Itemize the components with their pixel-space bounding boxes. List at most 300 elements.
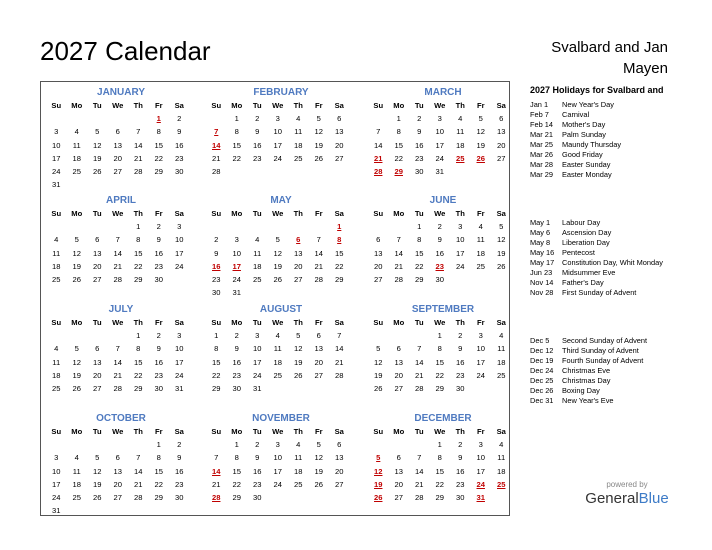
day-cell: 17 [52,479,61,489]
weekday-header: Fr [154,318,163,327]
holiday-row [530,100,690,110]
weekday-header: Su [211,209,222,218]
month-july [43,303,199,395]
empty-cell [368,112,389,125]
empty-cell [247,220,268,233]
day-cell: 25 [72,166,81,176]
weekday-header: Th [293,209,303,218]
holiday-name: Christmas Day [562,376,611,385]
holiday-row [530,278,690,288]
day-cell: 22 [212,370,221,380]
day-cell: 21 [212,153,221,163]
holiday-day-cell: 25 [456,153,465,163]
holiday-day-cell: 21 [374,153,383,163]
day-cell: 10 [175,235,184,245]
weekday-header: We [112,318,124,327]
day-cell: 29 [212,383,221,393]
weekday-header: Th [133,101,143,110]
day-cell: 22 [415,261,424,271]
day-grid [46,207,199,286]
day-cell: 6 [396,453,401,463]
day-cell: 9 [437,235,442,245]
day-cell: 9 [458,453,463,463]
day-cell: 22 [134,370,143,380]
day-cell: 11 [52,357,61,367]
day-cell: 23 [154,370,163,380]
weekday-header: We [434,318,446,327]
day-cell: 9 [156,344,161,354]
weekday-header: Fr [154,101,163,110]
holiday-name: Pentecost [562,248,595,257]
day-cell: 16 [175,140,184,150]
weekday-header: We [272,318,284,327]
day-cell: 16 [456,357,465,367]
empty-cell [46,112,67,125]
empty-cell [46,329,67,342]
day-cell: 19 [72,370,81,380]
day-cell: 18 [72,479,81,489]
day-cell: 19 [314,466,323,476]
holiday-name: Midsummer Eve [562,268,616,277]
day-cell: 30 [253,492,262,502]
empty-cell [67,112,88,125]
day-cell: 5 [316,440,321,450]
day-cell: 12 [476,127,485,137]
empty-cell [368,220,389,233]
day-cell: 30 [212,288,221,298]
empty-cell [108,112,129,125]
day-cell: 23 [456,479,465,489]
holiday-date: Mar 21 [530,130,554,139]
holiday-date: Dec 26 [530,386,554,395]
day-cell: 24 [456,261,465,271]
day-cell: 9 [417,127,422,137]
day-cell: 2 [156,331,161,341]
day-grid [206,99,359,178]
holiday-date: Dec 19 [530,356,554,365]
weekday-header: Sa [334,427,344,436]
day-cell: 12 [314,453,323,463]
day-cell: 17 [175,248,184,258]
day-cell: 13 [394,466,403,476]
day-cell: 7 [396,235,401,245]
day-cell: 18 [294,466,303,476]
day-cell: 2 [458,440,463,450]
day-grid [46,316,199,395]
weekday-header: Sa [334,101,344,110]
day-cell: 26 [72,383,81,393]
day-cell: 28 [113,383,122,393]
day-cell: 12 [93,466,102,476]
holiday-row [530,160,690,170]
holiday-date: Mar 26 [530,150,554,159]
day-cell: 15 [435,466,444,476]
month-name: FEBRUARY [253,87,309,98]
day-cell: 27 [394,492,403,502]
day-cell: 17 [253,357,262,367]
day-cell: 29 [134,274,143,284]
day-cell: 25 [52,274,61,284]
day-cell: 19 [476,140,485,150]
holiday-day-cell: 26 [476,153,485,163]
weekday-header: Mo [393,101,405,110]
holiday-day-cell: 1 [156,114,161,124]
weekday-header: Mo [393,209,405,218]
day-cell: 28 [134,492,143,502]
empty-cell [206,220,227,233]
day-cell: 25 [294,153,303,163]
day-cell: 7 [214,453,219,463]
day-cell: 8 [437,344,442,354]
empty-cell [108,220,129,233]
holiday-day-cell: 24 [476,479,485,489]
holiday-date: Dec 5 [530,336,550,345]
weekday-header: Th [293,427,303,436]
holiday-date: Mar 28 [530,160,554,169]
day-cell: 28 [212,166,221,176]
day-cell: 14 [415,357,424,367]
day-cell: 14 [314,248,323,258]
weekday-header: Tu [92,209,102,218]
holiday-name: Carnival [562,110,590,119]
holiday-date: Jun 23 [530,268,553,277]
weekday-header: Tu [92,427,102,436]
day-cell: 18 [273,357,282,367]
day-cell: 14 [134,466,143,476]
holiday-name: Labour Day [562,218,601,227]
day-cell: 7 [417,453,422,463]
day-cell: 11 [72,140,81,150]
day-cell: 7 [136,453,141,463]
holiday-row [530,248,690,258]
day-cell: 1 [234,114,239,124]
holiday-row [530,366,690,376]
empty-cell [67,220,88,233]
month-march [365,86,521,178]
day-cell: 16 [415,140,424,150]
day-cell: 2 [177,114,182,124]
weekday-header: Sa [174,209,184,218]
month-name: JULY [108,304,134,315]
day-cell: 29 [415,274,424,284]
empty-cell [227,220,248,233]
holiday-day-cell: 6 [296,235,301,245]
day-cell: 25 [52,383,61,393]
day-grid [206,425,359,504]
holiday-date: Dec 12 [530,346,554,355]
day-cell: 21 [134,153,143,163]
day-cell: 4 [54,344,59,354]
day-cell: 27 [335,479,344,489]
weekday-header: Su [373,427,384,436]
day-cell: 11 [52,248,61,258]
day-cell: 20 [394,479,403,489]
day-cell: 26 [374,383,383,393]
day-cell: 8 [234,127,239,137]
holiday-name: Liberation Day [562,238,610,247]
day-cell: 12 [294,344,303,354]
holiday-date: Mar 29 [530,170,554,179]
weekday-header: We [272,427,284,436]
day-cell: 3 [275,440,280,450]
weekday-header: Sa [174,427,184,436]
day-cell: 26 [93,166,102,176]
day-cell: 31 [232,288,241,298]
day-cell: 30 [456,492,465,502]
day-cell: 31 [253,383,262,393]
weekday-header: Mo [231,318,243,327]
day-cell: 29 [154,166,163,176]
month-june [365,194,521,286]
holiday-row [530,150,690,160]
day-cell: 7 [115,235,120,245]
day-cell: 5 [499,222,504,232]
weekday-header: Tu [92,101,102,110]
day-grid [368,99,521,178]
holiday-name: Ascension Day [562,228,612,237]
day-cell: 26 [294,370,303,380]
day-cell: 24 [273,153,282,163]
holiday-day-cell: 16 [212,261,221,271]
day-cell: 17 [273,466,282,476]
day-cell: 2 [417,114,422,124]
day-cell: 23 [253,153,262,163]
day-cell: 10 [273,453,282,463]
month-name: MARCH [424,87,462,98]
day-cell: 4 [255,235,260,245]
holiday-date: May 8 [530,238,551,247]
day-cell: 7 [417,344,422,354]
weekday-header: Su [373,101,384,110]
weekday-header: Tu [252,318,262,327]
month-april [43,194,199,286]
day-cell: 4 [54,235,59,245]
weekday-header: Th [455,318,465,327]
weekday-header: Su [51,209,62,218]
holiday-row [530,258,690,268]
holiday-date: Nov 14 [530,278,554,287]
day-cell: 27 [294,274,303,284]
holiday-date: May 16 [530,248,555,257]
day-cell: 24 [273,479,282,489]
day-cell: 4 [499,440,504,450]
day-cell: 12 [93,140,102,150]
day-cell: 29 [154,492,163,502]
day-grid [368,425,521,504]
day-cell: 9 [214,248,219,258]
day-cell: 18 [476,248,485,258]
day-cell: 13 [497,127,506,137]
day-cell: 4 [296,114,301,124]
holiday-name: Second Sunday of Advent [562,336,648,345]
day-cell: 15 [134,357,143,367]
day-cell: 3 [54,127,59,137]
day-cell: 20 [335,466,344,476]
day-cell: 10 [52,466,61,476]
day-cell: 17 [435,140,444,150]
day-cell: 15 [154,140,163,150]
day-cell: 1 [437,440,442,450]
weekday-header: Mo [71,209,83,218]
day-cell: 15 [394,140,403,150]
day-cell: 13 [335,127,344,137]
day-cell: 6 [337,114,342,124]
weekday-header: Su [211,318,222,327]
page-title: 2027 Calendar [40,36,211,66]
weekday-header: We [272,101,284,110]
day-cell: 29 [335,274,344,284]
empty-cell [389,329,410,342]
month-february [203,86,359,178]
day-cell: 9 [458,344,463,354]
day-cell: 19 [497,248,506,258]
day-cell: 26 [273,274,282,284]
day-cell: 15 [232,466,241,476]
day-cell: 8 [214,344,219,354]
day-cell: 16 [175,466,184,476]
holidays-title: 2027 Holidays for Svalbard and [530,85,664,95]
day-cell: 10 [456,235,465,245]
holiday-name: Fourth Sunday of Advent [562,356,644,365]
day-cell: 11 [476,235,485,245]
day-cell: 11 [273,344,282,354]
day-cell: 5 [74,344,79,354]
day-cell: 24 [52,492,61,502]
day-cell: 22 [154,479,163,489]
day-cell: 11 [253,248,262,258]
day-cell: 9 [234,344,239,354]
day-cell: 30 [175,492,184,502]
weekday-header: Su [211,101,222,110]
weekday-header: Th [455,427,465,436]
day-cell: 26 [314,153,323,163]
day-cell: 14 [415,466,424,476]
day-cell: 27 [314,370,323,380]
day-cell: 8 [417,235,422,245]
day-cell: 13 [93,357,102,367]
day-cell: 3 [255,331,260,341]
day-grid [46,425,199,517]
day-cell: 13 [394,357,403,367]
day-cell: 10 [253,344,262,354]
day-cell: 24 [175,370,184,380]
day-cell: 22 [154,153,163,163]
weekday-header: We [434,427,446,436]
holiday-name: New Year's Eve [562,396,614,405]
powered-by-text: powered by [606,480,648,489]
day-cell: 14 [113,248,122,258]
day-cell: 30 [456,383,465,393]
weekday-header: Fr [476,209,485,218]
day-cell: 27 [93,274,102,284]
day-cell: 18 [497,357,506,367]
day-cell: 1 [156,440,161,450]
weekday-header: Th [133,209,143,218]
holiday-date: Jan 1 [530,100,549,109]
day-cell: 19 [294,357,303,367]
brand-general: General [585,490,639,507]
holiday-date: Nov 28 [530,288,554,297]
empty-cell [87,220,108,233]
empty-cell [87,112,108,125]
day-cell: 12 [497,235,506,245]
month-name: MAY [270,195,292,206]
day-cell: 28 [415,492,424,502]
day-cell: 18 [52,370,61,380]
day-grid [368,207,521,286]
month-name: DECEMBER [414,413,472,424]
day-cell: 7 [337,331,342,341]
holiday-list-q4 [530,336,690,406]
day-cell: 23 [456,370,465,380]
day-cell: 16 [154,248,163,258]
day-cell: 2 [437,222,442,232]
day-cell: 20 [497,140,506,150]
day-cell: 20 [93,370,102,380]
day-cell: 16 [253,466,262,476]
holiday-name: Third Sunday of Advent [562,346,639,355]
holiday-day-cell: 31 [476,492,485,502]
day-grid [368,316,521,395]
weekday-header: Su [51,101,62,110]
day-cell: 27 [497,153,506,163]
holiday-day-cell: 7 [214,127,219,137]
day-cell: 14 [134,140,143,150]
day-cell: 20 [335,140,344,150]
weekday-header: Tu [252,427,262,436]
day-cell: 23 [415,153,424,163]
day-cell: 22 [435,479,444,489]
day-cell: 13 [374,248,383,258]
empty-cell [206,112,227,125]
holiday-date: Mar 25 [530,140,554,149]
month-name: JANUARY [97,87,145,98]
empty-cell [46,220,67,233]
day-cell: 3 [177,331,182,341]
day-cell: 9 [177,127,182,137]
day-cell: 2 [156,222,161,232]
holiday-name: Easter Monday [562,170,612,179]
holiday-day-cell: 14 [212,466,221,476]
weekday-header: Fr [314,209,323,218]
weekday-header: Th [455,209,465,218]
day-cell: 28 [335,370,344,380]
day-cell: 2 [458,331,463,341]
day-cell: 17 [456,248,465,258]
day-cell: 25 [294,479,303,489]
day-cell: 22 [232,153,241,163]
weekday-header: Mo [71,427,83,436]
day-cell: 8 [396,127,401,137]
weekday-header: Th [293,318,303,327]
day-cell: 1 [234,440,239,450]
day-cell: 10 [52,140,61,150]
day-cell: 8 [136,235,141,245]
day-cell: 20 [113,153,122,163]
day-cell: 19 [72,261,81,271]
day-cell: 15 [415,248,424,258]
day-cell: 10 [476,344,485,354]
weekday-header: We [112,101,124,110]
holiday-name: First Sunday of Advent [562,288,637,297]
holiday-day-cell: 28 [212,492,221,502]
weekday-header: Fr [476,101,485,110]
day-cell: 9 [255,453,260,463]
holiday-row [530,336,690,346]
weekday-header: Fr [314,101,323,110]
holiday-list-q2 [530,218,690,298]
day-cell: 3 [478,331,483,341]
